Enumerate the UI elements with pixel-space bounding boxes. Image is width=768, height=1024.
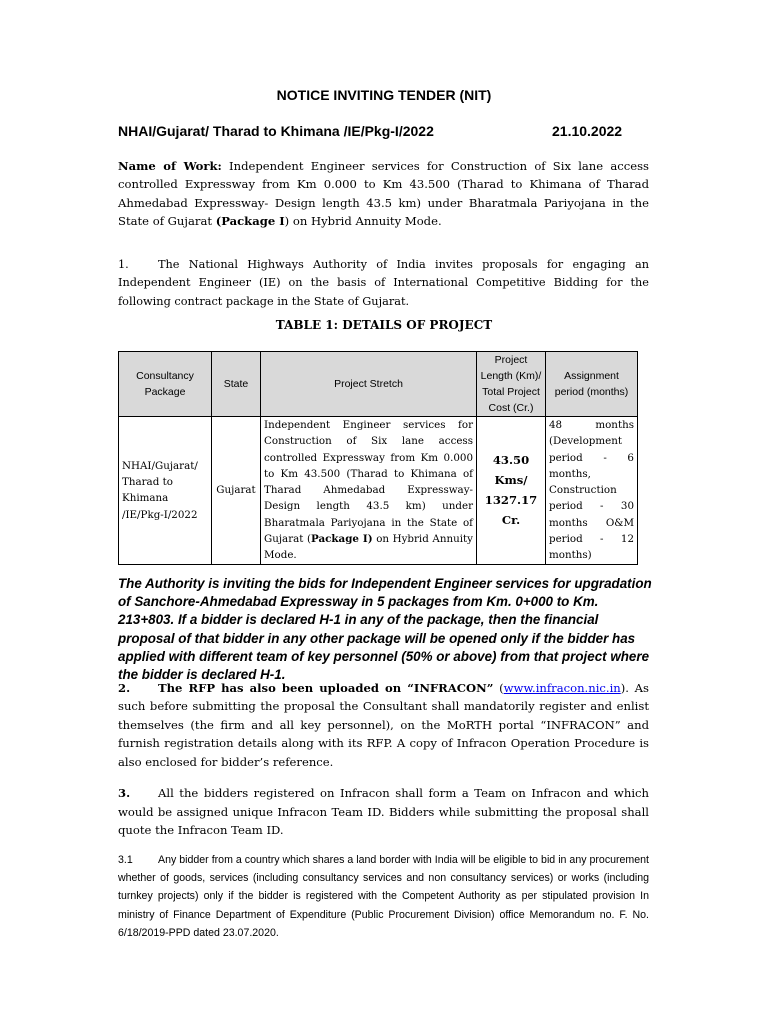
table-row: [119, 417, 638, 565]
stretch-mode: on Hybrid Annuity Mode.: [264, 533, 473, 562]
name-of-work-package: (Package I: [215, 213, 285, 228]
cell-state: Gujarat: [212, 417, 261, 565]
paragraph-1-text: The National Highways Authority of India invites proposals for engaging an Independent Engineer (IE) on the basis of International Competitive Bidding for the following contract package in the State of Gujarat.: [118, 258, 649, 308]
cell-package: NHAI/Gujarat/ Tharad to Khimana /IE/Pkg-I/2022: [119, 417, 212, 565]
paragraph-3-1-text: Any bidder from a country which shares a land border with India will be eligible to bid in any procurement whether of goods, services (including consultancy services and non consultancy services) or works (including turnkey projects) only if the bidder is registered with the Competent Authority as per stipulated provision In ministry of Finance Department of Expenditure (Public Procurement Division) office Memorandum no. F. No. 6/18/2019-PPD dated 23.07.2020.: [118, 854, 649, 939]
paragraph-2-bold: The RFP has also been uploaded on “INFRACON”: [158, 681, 494, 695]
cell-length-cost: 43.50 Kms/ 1327.17 Cr.: [477, 417, 546, 565]
tender-reference: NHAI/Gujarat/ Tharad to Khimana /IE/Pkg-I/2022: [118, 123, 434, 139]
cell-assignment-period: 48 months (Development period - 6 months, Construction period - 30 months O&M period - 12 months): [546, 417, 638, 565]
paragraph-2-text: ). As such before submitting the proposal the Consultant shall mandatorily register and enlist themselves (the firm and all key personnel), on the MoRTH portal “INFRACON” and furnish registration details along with its RFP. A copy of Infracon Operation Procedure is also enclosed for bidder’s reference.: [118, 681, 649, 769]
header-assignment-period: Assignment period (months): [546, 352, 638, 417]
name-of-work-paragraph: [118, 157, 649, 230]
cell-project-stretch: [261, 417, 477, 565]
header-consultancy-package: Consultancy Package: [119, 352, 212, 417]
tender-date: 21.10.2022: [552, 123, 623, 139]
stretch-text: Independent Engineer services for Construction of Six lane access controlled Expressway from Km 0.000 to Km 43.500 (Tharad to Khimana of Tharad Ahmedabad Expressway- Design length 43.5 km) under Bharatmala Pariyojana in the State of Gujarat (: [264, 419, 473, 546]
page-title: NOTICE INVITING TENDER (NIT): [276, 87, 492, 103]
header-project-length-cost: Project Length (Km)/ Total Project Cost (Cr.): [477, 352, 546, 417]
infracon-link[interactable]: www.infracon.nic.in: [503, 681, 621, 695]
paragraph-3: [118, 784, 649, 840]
name-of-work-label: Name of Work:: [118, 159, 222, 173]
table-title: TABLE 1: DETAILS OF PROJECT: [275, 318, 493, 332]
paragraph-2-number: 2.: [118, 681, 131, 695]
name-of-work-text: Independent Engineer services for Construction of Six lane access controlled Expressway from Km 0.000 to Km 43.500 (Tharad to Khimana of Tharad Ahmedabad Expressway- Design length 43.5 km) under Bharatmala Pariyojana in the State of Gujarat: [118, 159, 650, 228]
h1-bidder-notice: The Authority is inviting the bids for Independent Engineer services for upgradation of Sanchore-Ahmedabad Expressway in 5 packages from Km. 0+000 to Km. 213+803. If a bidder is declared H-1 in any of the package, then the financial proposal of that bidder in any other package will be opened only if the bidder has applied with different team of key personnel (50% or above) from that project where the bidder is declared H-1.: [118, 576, 652, 683]
paragraph-3-1-number: 3.1: [118, 854, 133, 866]
paragraph-3-1: [118, 851, 649, 942]
paragraph-1: [118, 256, 649, 311]
header-project-stretch: Project Stretch: [261, 352, 477, 417]
paragraph-1-number: 1.: [118, 258, 129, 271]
paragraph-3-number: 3.: [118, 786, 131, 800]
header-state: State: [212, 352, 261, 417]
paragraph-2-open: (: [493, 681, 504, 695]
name-of-work-mode: ) on Hybrid Annuity Mode.: [284, 213, 442, 228]
paragraph-3-text: All the bidders registered on Infracon shall form a Team on Infracon and which would be assigned unique Infracon Team ID. Bidders while submitting the proposal shall quote the Infracon Team ID.: [118, 786, 649, 838]
paragraph-2: [118, 679, 649, 771]
stretch-package: Package I): [311, 533, 373, 546]
project-details-table: [118, 351, 638, 565]
